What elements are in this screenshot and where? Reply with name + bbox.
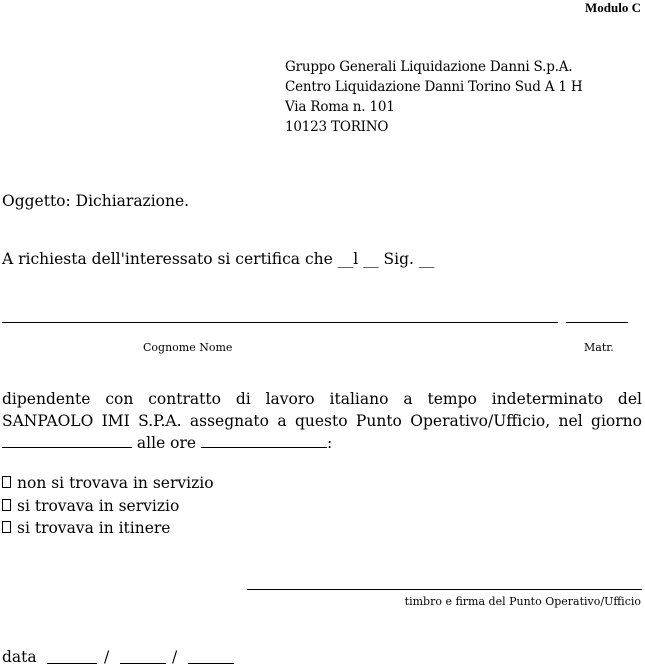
date-label: data <box>2 648 37 666</box>
recipient-line-3: Via Roma n. 101 <box>285 99 395 115</box>
request-line: A richiesta dell'interessato si certifica che __l __ Sig. __ <box>2 250 435 268</box>
checkbox-icon[interactable] <box>2 521 11 533</box>
checkbox-icon[interactable] <box>2 499 11 511</box>
matr-field-line[interactable] <box>566 322 628 323</box>
module-label: Modulo C <box>585 0 641 15</box>
body-text-2: alle ore <box>132 434 202 452</box>
date-day-field[interactable] <box>47 663 97 664</box>
body-text-1: dipendente con contratto di lavoro italiano a tempo indeterminato del SANPAOLO IMI S.P.A. assegnato a questo Punto Operativo/Ufficio, nel giorno <box>2 390 642 430</box>
option-traveling[interactable]: si trovava in itinere <box>2 519 170 537</box>
time-field[interactable] <box>201 433 327 448</box>
signature-label: timbro e firma del Punto Operativo/Ufficio <box>404 595 641 608</box>
body-text-3: : <box>327 434 333 452</box>
option-not-in-service[interactable]: non si trovava in servizio <box>2 474 214 492</box>
checkbox-icon[interactable] <box>2 476 11 488</box>
matr-label: Matr. <box>584 341 614 354</box>
subject-line: Oggetto: Dichiarazione. <box>2 192 190 210</box>
declaration-body <box>2 388 642 454</box>
option-in-service[interactable]: si trovava in servizio <box>2 497 179 515</box>
name-label: Cognome Nome <box>143 341 233 354</box>
recipient-line-4: 10123 TORINO <box>285 119 389 135</box>
date-separator-1: / <box>104 648 110 666</box>
date-separator-2: / <box>172 648 178 666</box>
recipient-line-1: Gruppo Generali Liquidazione Danni S.p.A. <box>285 59 573 75</box>
date-year-field[interactable] <box>188 663 234 664</box>
name-field-line[interactable] <box>2 322 558 323</box>
recipient-line-2: Centro Liquidazione Danni Torino Sud A 1 H <box>285 79 583 95</box>
date-month-field[interactable] <box>120 663 166 664</box>
day-field[interactable] <box>2 433 132 448</box>
signature-line[interactable] <box>247 589 642 590</box>
